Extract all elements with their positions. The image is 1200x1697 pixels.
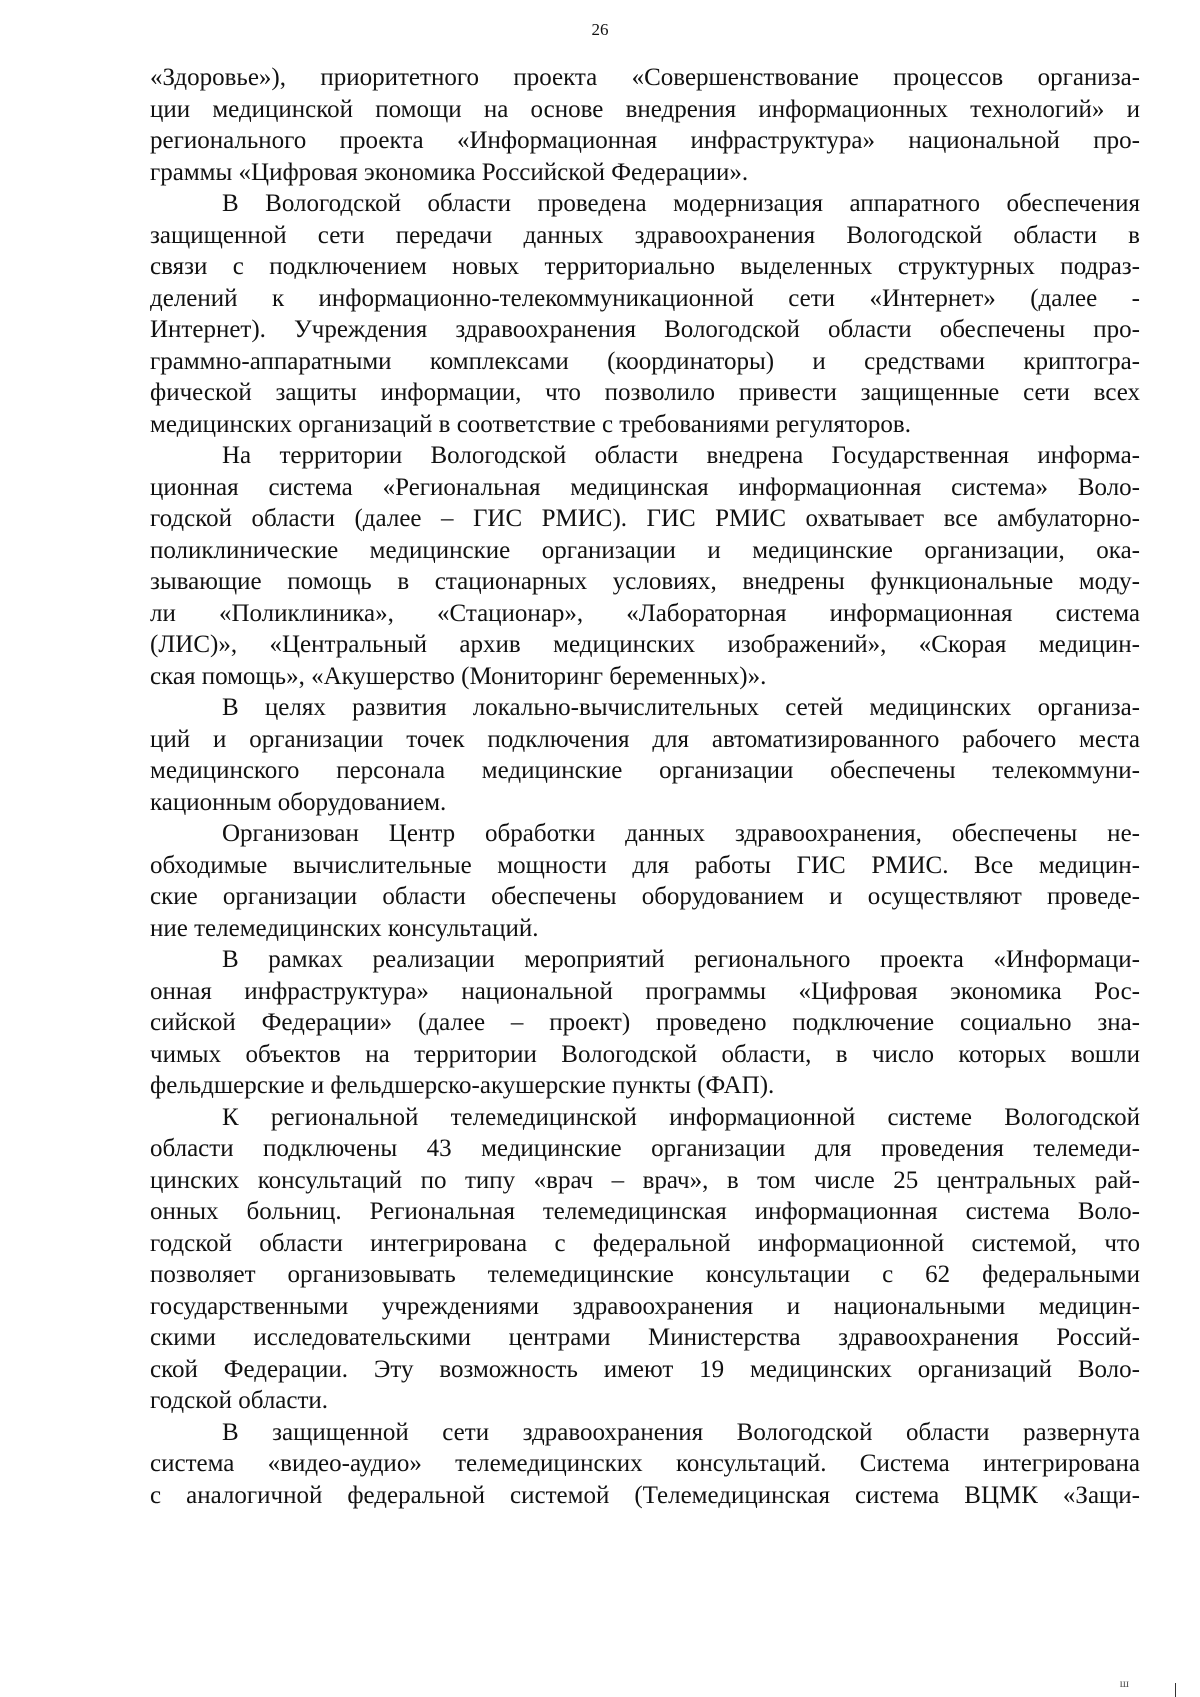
text-line: защищенной сети передачи данных здравоохранения Вологодской области в [150,221,1140,249]
text-line: с аналогичной федеральной системой (Телемедицинская система ВЦМК «Защи- [150,1481,1140,1509]
text-line: фической защиты информации, что позволило привести защищенные сети всех [150,379,1140,406]
text-line: ские организации области обеспечены оборудованием и осуществляют проведе- [150,883,1140,910]
text-line: система «видео-аудио» телемедицинских консультаций. Система интегрирована [150,1450,1140,1477]
paragraph-4 [150,692,1140,818]
paragraph-3 [150,440,1140,692]
text-line: На территории Вологодской области внедрена Государственная информа- [222,442,1140,469]
text-line: обходимые вычислительные мощности для работы ГИС РМИС. Все медицин- [150,851,1140,879]
text-line: государственными учреждениями здравоохранения и национальными медицин- [150,1292,1140,1320]
text-line: поликлинические медицинские организации и медицинские организации, ока- [150,536,1140,564]
text-line: В целях развития локально-вычислительных сетей медицинских организа- [222,694,1140,721]
text-line: годской области. [150,1387,329,1414]
text-line: (ЛИС)», «Центральный архив медицинских изображений», «Скорая медицин- [150,631,1140,658]
text-line: позволяет организовывать телемедицинские консультации с 62 федеральными [150,1261,1140,1288]
text-line: В Вологодской области проведена модернизация аппаратного обеспечения [222,190,1140,217]
text-line: области подключены 43 медицинские организации для проведения телемеди- [150,1135,1140,1162]
text-line: сийской Федерации» (далее – проект) проведено подключение социально зна- [150,1009,1140,1036]
text-line: зывающие помощь в стационарных условиях, внедрены функциональные моду- [150,568,1140,595]
text-line: кационным оборудованием. [150,788,447,816]
text-line: делений к информационно-телекоммуникационной сети «Интернет» (далее - [150,284,1140,312]
text-line: ская помощь», «Акушерство (Мониторинг беременных)». [150,662,767,690]
text-line: годской области интегрирована с федеральной информационной системой, что [150,1229,1140,1257]
scan-edge-tick [1175,1683,1176,1697]
document-body [150,62,1140,1511]
text-line: ской Федерации. Эту возможность имеют 19 медицинских организаций Воло- [150,1355,1140,1383]
text-line: фельдшерские и фельдшерско-акушерские пункты (ФАП). [150,1072,775,1099]
text-line: В защищенной сети здравоохранения Вологодской области развернута [222,1418,1140,1446]
text-line: Организован Центр обработки данных здравоохранения, обеспечены не- [222,820,1140,847]
scan-artifact-marks: ш [1119,1676,1130,1690]
text-line: граммы «Цифровая экономика Российской Федерации». [150,158,749,186]
text-line: онных больниц. Региональная телемедицинская информационная система Воло- [150,1198,1140,1225]
paragraph-8 [150,1417,1140,1512]
text-line: медицинских организаций в соответствие с требованиями регуляторов. [150,410,911,438]
paragraph-6 [150,944,1140,1102]
text-line: скими исследовательскими центрами Министерства здравоохранения Россий- [150,1324,1140,1351]
paragraph-7 [150,1102,1140,1417]
text-line: ние телемедицинских консультаций. [150,914,539,942]
text-line: чимых объектов на территории Вологодской области, в число которых вошли [150,1040,1140,1068]
text-line: годской области (далее – ГИС РМИС). ГИС РМИС охватывает все амбулаторно- [150,505,1140,532]
text-line: граммно-аппаратными комплексами (координаторы) и средствами криптогра- [150,347,1140,375]
text-line: ции медицинской помощи на основе внедрения информационных технологий» и [150,95,1140,123]
text-line: связи с подключением новых территориально выделенных структурных подраз- [150,253,1140,280]
page-number: 26 [591,20,609,39]
paragraph-2 [150,188,1140,440]
text-line: ли «Поликлиника», «Стационар», «Лабораторная информационная система [150,599,1140,627]
text-line: регионального проекта «Информационная инфраструктура» национальной про- [150,127,1140,154]
text-line: онная инфраструктура» национальной программы «Цифровая экономика Рос- [150,977,1140,1005]
text-line: Интернет). Учреждения здравоохранения Вологодской области обеспечены про- [150,316,1140,343]
paragraph-1 [150,62,1140,188]
paragraph-5 [150,818,1140,944]
text-line: цинских консультаций по типу «врач – врач», в том числе 25 центральных рай- [150,1166,1140,1194]
text-line: медицинского персонала медицинские организации обеспечены телекоммуни- [150,757,1140,784]
text-line: ций и организации точек подключения для автоматизированного рабочего места [150,725,1140,753]
text-line: К региональной телемедицинской информационной системе Вологодской [222,1103,1140,1131]
text-line: В рамках реализации мероприятий регионального проекта «Информаци- [222,946,1140,973]
text-line: ционная система «Региональная медицинская информационная система» Воло- [150,473,1140,501]
text-line: «Здоровье»), приоритетного проекта «Совершенствование процессов организа- [150,64,1140,91]
